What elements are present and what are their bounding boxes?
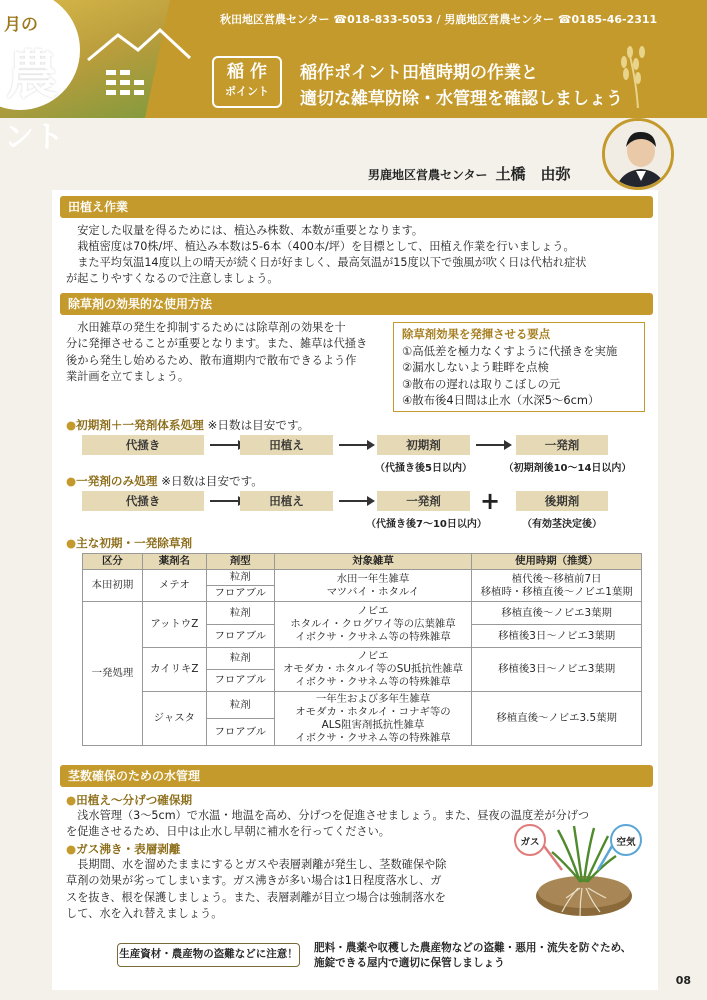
author-name: 土橋 由弥 [495,165,571,183]
water-sub2-text [66,857,506,923]
water-line: スを抜き、根を保護しましょう。また、表層剥離が目立つ場合は強制落水を [66,890,446,904]
contact-info: 秋田地区営農センター ☎018-833-5053 / 男鹿地区営農センター ☎0185-46-2311 [220,13,658,26]
warning-line: 肥料・農薬や収穫した農産物などの盗難・悪用・流失を防ぐため、 [314,942,632,954]
water-sub1-heading [66,792,192,808]
category-tag-bottom: ポイント [225,85,269,98]
tip-item: ②漏水しないよう畦畔を点検 [402,360,549,374]
table-header-cell: 剤型 [206,554,274,570]
flow2-step: 田植え [240,491,333,511]
planting-line: 栽植密度は70株/坪、植込み本数は5-6本（400本/坪）を目標として、田植え作業を行いましょう。 [66,240,575,253]
table-row [83,648,642,670]
flow2-timing: （有効茎決定後） [522,519,602,530]
theft-warning-text [314,941,631,971]
herbicide-line: 分に発揮させることが重要となります。また、雑草は代掻き [66,337,368,351]
flow1-step: 田植え [240,435,333,455]
form-cell: フロアブル [206,586,274,602]
category-cell: 一発処理 [83,602,143,746]
water-sub1-title: 田植え～分げつ確保期 [76,793,193,807]
air-label: 空気 [616,837,636,848]
planting-line: が起こりやすくなるので注意しましょう。 [66,272,279,285]
form-cell: 粒剤 [206,570,274,586]
timing-cell [472,570,642,602]
timing-cell: 移植後3日～ノビエ3葉期 [472,648,642,692]
tip-item: ③散布の遅れは取りこぼしの元 [402,376,561,391]
form-cell: 粒剤 [206,602,274,625]
table-row [83,692,642,719]
article-title-line2: 適切な雑草防除・水管理を確認しましょう [300,89,623,109]
weed-line: イボクサ・クサネム等の特殊雑草 [295,676,451,688]
weed-line: マツバイ・ホタルイ [326,585,420,598]
arrow-right-icon [210,444,244,446]
author-avatar [602,118,674,190]
flow2-step: 後期剤 [516,491,608,511]
weed-line: オモダカ・ホタルイ・コナギ等の [295,705,451,718]
flow2-heading [66,473,263,489]
series-title-suffix: ント [4,120,64,155]
planting-line: また平均気温14度以上の晴天が続く日が好ましく、最高気温が15度以下で強風が吹く日は代枯れ症状 [66,256,587,269]
weed-line: ALS阻害剤抵抗性雑草 [321,718,425,731]
flow1-title: 初期剤＋一発剤体系処理 [76,418,204,432]
product-cell: ジャスタ [142,692,206,746]
tip-item: ①高低差を極力なくすように代掻きを実施 [402,343,618,358]
warning-line: 施錠できる屋内で適切に保管しましょう [314,957,505,969]
weeds-cell [274,602,472,648]
gas-label: ガス [520,837,540,848]
water-line: して、水を入れ替えましょう。 [66,907,223,921]
flow1-step: 一発剤 [516,435,608,455]
bullet-dot-icon: ● [66,536,77,550]
bullet-dot-icon: ● [66,418,77,432]
table-row [83,570,642,586]
page-number: 08 [675,974,691,987]
herbicide-text [66,320,386,386]
form-cell: 粒剤 [206,692,274,719]
timing-cell: 移植後3日～ノビエ3葉期 [472,625,642,648]
weed-line: ホタルイ・クログワイ等の広葉雑草 [290,618,456,630]
tip-item: ④散布後4日間は止水（水深5～6cm） [402,393,600,407]
timing-line: 植代後～移植前7日 [511,572,602,585]
table-row [83,602,642,625]
table-header-cell: 区分 [83,554,143,570]
flow2-note: ※日数は目安です。 [161,474,263,488]
arrow-right-icon [210,500,244,502]
water-line: 草剤の効果が劣ってしまいます。ガス沸きが多い場合は1日程度落水し、ガ [66,874,442,888]
flow1-timing: （初期剤後10～14日以内） [503,463,632,474]
herbicide-line: 業計画を立てましょう。 [66,370,190,384]
flow1-heading [66,417,309,433]
water-line: 浅水管理（3～5cm）で水温・地温を高め、分げつを促進させましょう。また、昼夜の温度差が分げつ [66,809,590,822]
timing-line: 移植時・移植直後～ノビエ1葉期 [480,585,633,598]
form-cell: フロアブル [206,625,274,648]
product-cell: メテオ [142,570,206,602]
form-cell: 粒剤 [206,648,274,670]
arrow-right-icon [339,444,373,446]
article-title-line1: 稲作ポイント田植時期の作業と [300,63,538,83]
weed-line: オモダカ・ホタルイ等のSU抵抗性雑草 [283,663,463,675]
theft-warning-tag: 生産資材・農産物の盗難などに注意！ [117,943,300,967]
month-label: 月の [4,15,38,35]
bullet-dot-icon: ● [66,842,77,856]
planting-text [66,223,646,287]
arrow-right-icon [476,444,510,446]
product-cell: アットウZ [142,602,206,648]
weeds-cell [274,692,472,746]
author-line [368,163,571,184]
planting-line: 安定した収量を得るためには、植込み株数、本数が重要となります。 [66,224,424,237]
weed-line: 一年生および多年生雑草 [315,692,431,705]
flow1-timing: （代掻き後5日以内） [375,463,472,474]
section-heading-water: 茎数確保のための水管理 [60,765,653,787]
herbicide-table [82,553,642,746]
bullet-dot-icon: ● [66,474,77,488]
table-header-cell: 対象雑草 [274,554,472,570]
herbicide-line: 水田雑草の発生を抑制するためには除草剤の効果を十 [66,321,346,334]
timing-cell: 移植直後～ノビエ3葉期 [472,602,642,625]
flow1-step: 代掻き [82,435,204,455]
water-line: を促進させるため、日中は止水し早朝に補水を行ってください。 [66,825,390,838]
weed-line: ノビエ [357,650,389,662]
table-header-cell: 薬剤名 [142,554,206,570]
category-tag [212,56,282,108]
category-tag-top: 稲 作 [227,62,267,82]
tips-title: 除草剤効果を発揮させる要点 [402,327,551,341]
arrow-right-icon [339,500,373,502]
weed-line: 水田一年生雑草 [336,572,410,585]
flow2-timing: （代掻き後7～10日以内） [366,519,487,530]
table-header-cell: 使用時期（推奨） [472,554,642,570]
bullet-dot-icon: ● [66,793,77,807]
form-cell: フロアブル [206,719,274,746]
herbicide-tips-box [393,322,645,412]
rice-grain-icon [608,38,668,108]
flow1-note: ※日数は目安です。 [207,418,310,432]
section-heading-herbicide: 除草剤の効果的な使用方法 [60,293,653,315]
product-cell: カイリキZ [142,648,206,692]
weeds-cell [274,648,472,692]
category-cell: 本田初期 [83,570,143,602]
table-heading [66,535,192,551]
weed-line: ノビエ [357,605,389,617]
flow2-step: 一発剤 [377,491,470,511]
table-header-row [83,554,642,570]
weeds-cell [274,570,472,602]
weed-line: イボクサ・クサネム等の特殊雑草 [295,631,451,643]
flow1-step: 初期剤 [377,435,470,455]
flow2-step: 代掻き [82,491,204,511]
timing-cell: 移植直後～ノビエ3.5葉期 [472,692,642,746]
weed-line: イボクサ・クサネム等の特殊雑草 [295,731,451,744]
water-sub2-title: ガス沸き・表層剥離 [76,842,181,856]
plus-icon: + [480,487,501,515]
author-org: 男鹿地区営農センター [368,168,488,182]
series-title-char: 農 [6,46,59,106]
table-title: 主な初期・一発除草剤 [76,536,193,550]
water-line: 長期間、水を溜めたままにするとガスや表層剥離が発生し、茎数確保や除 [66,858,447,871]
form-cell: フロアブル [206,670,274,692]
farmhouse-icon [78,20,198,110]
section-heading-planting: 田植え作業 [60,196,653,218]
herbicide-line: 後から発生し始めるため、散布適期内で散布できるよう作 [66,353,357,367]
flow2-title: 一発剤のみ処理 [76,474,158,488]
water-sub2-heading [66,841,180,857]
